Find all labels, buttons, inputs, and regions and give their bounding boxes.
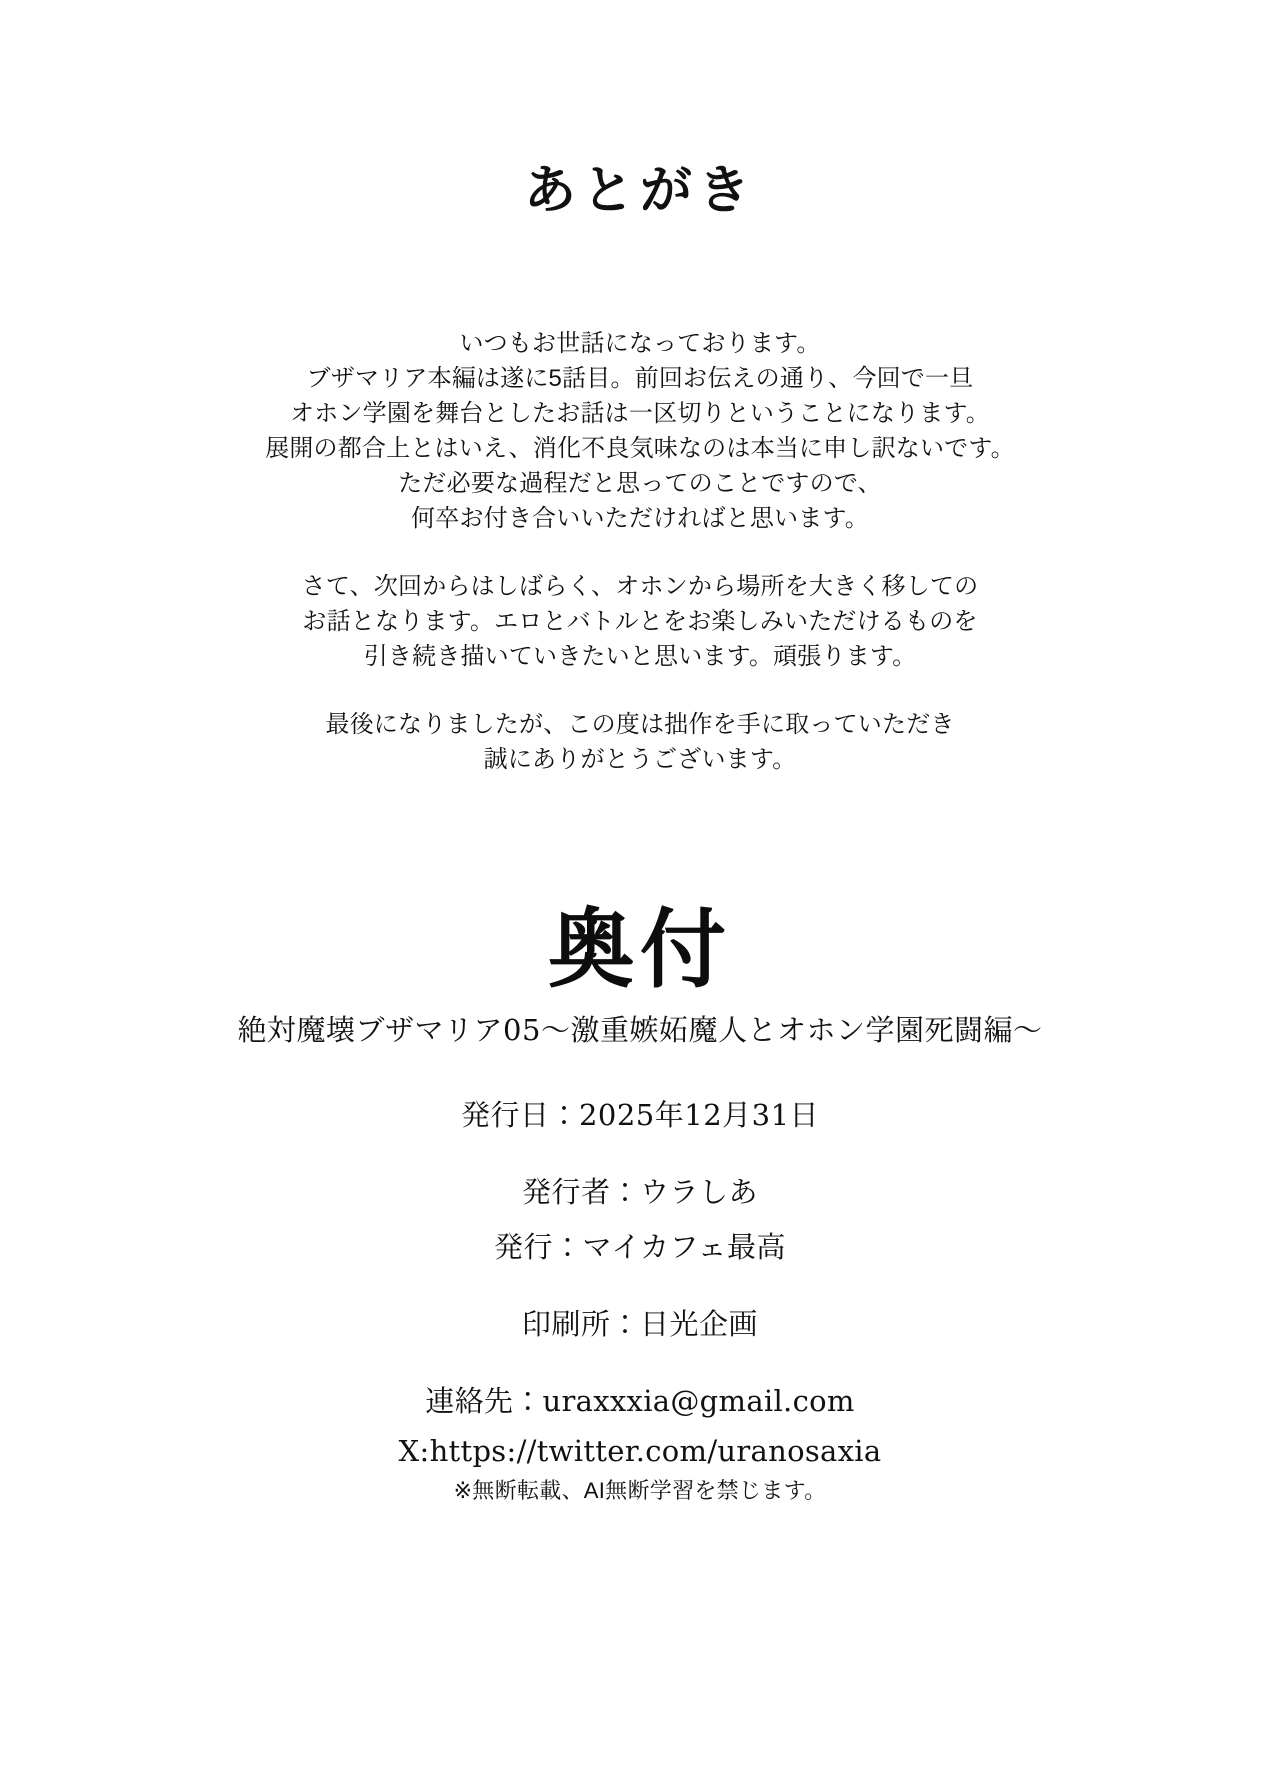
afterword-heading: あとがき [523, 161, 756, 221]
colophon-heading: 奥付 [548, 899, 732, 1000]
afterword-paragraph: いつもお世話になっております。 ブザマリア本編は遂に5話目。前回お伝えの通り、今回で一旦 オホン学園を舞台としたお話は一区切りということになります。 展開の都合上とはいえ、消化不良気味なのは本当に申し訳ないです。 ただ必要な過程だと思ってのことですので、 何卒お付き合いいただければと思います。 [265, 330, 1015, 532]
afterword-paragraph: さて、次回からはしばらく、オホンから場所を大きく移しての お話となります。エロとバトルとをお楽しみいただけるものを 引き続き描いていきたいと思います。頑張ります。 [301, 573, 979, 670]
colophon-notice: ※無断転載、AI無断学習を禁じます。 [453, 1478, 827, 1503]
colophon-work-title: 絶対魔壊ブザマリア05〜激重嫉妬魔人とオホン学園死闘編〜 [237, 1013, 1043, 1047]
colophon-block [0, 1000, 1280, 1505]
colophon-publish-date: 発行日：2025年12月31日 [460, 1098, 820, 1132]
colophon-contact-email[interactable]: 連絡先：uraxxxia@gmail.com [425, 1384, 855, 1418]
colophon-printer: 印刷所：日光企画 [521, 1307, 758, 1341]
afterword-paragraph: 最後になりましたが、この度は拙作を手に取っていただき 誠にありがとうございます。 [325, 711, 955, 773]
afterword-body [0, 326, 1280, 777]
colophon-contact-x[interactable]: X:https://twitter.com/uranosaxia [398, 1434, 882, 1468]
colophon-circle: 発行：マイカフェ最高 [493, 1230, 787, 1264]
colophon-author: 発行者：ウラしあ [521, 1175, 758, 1209]
